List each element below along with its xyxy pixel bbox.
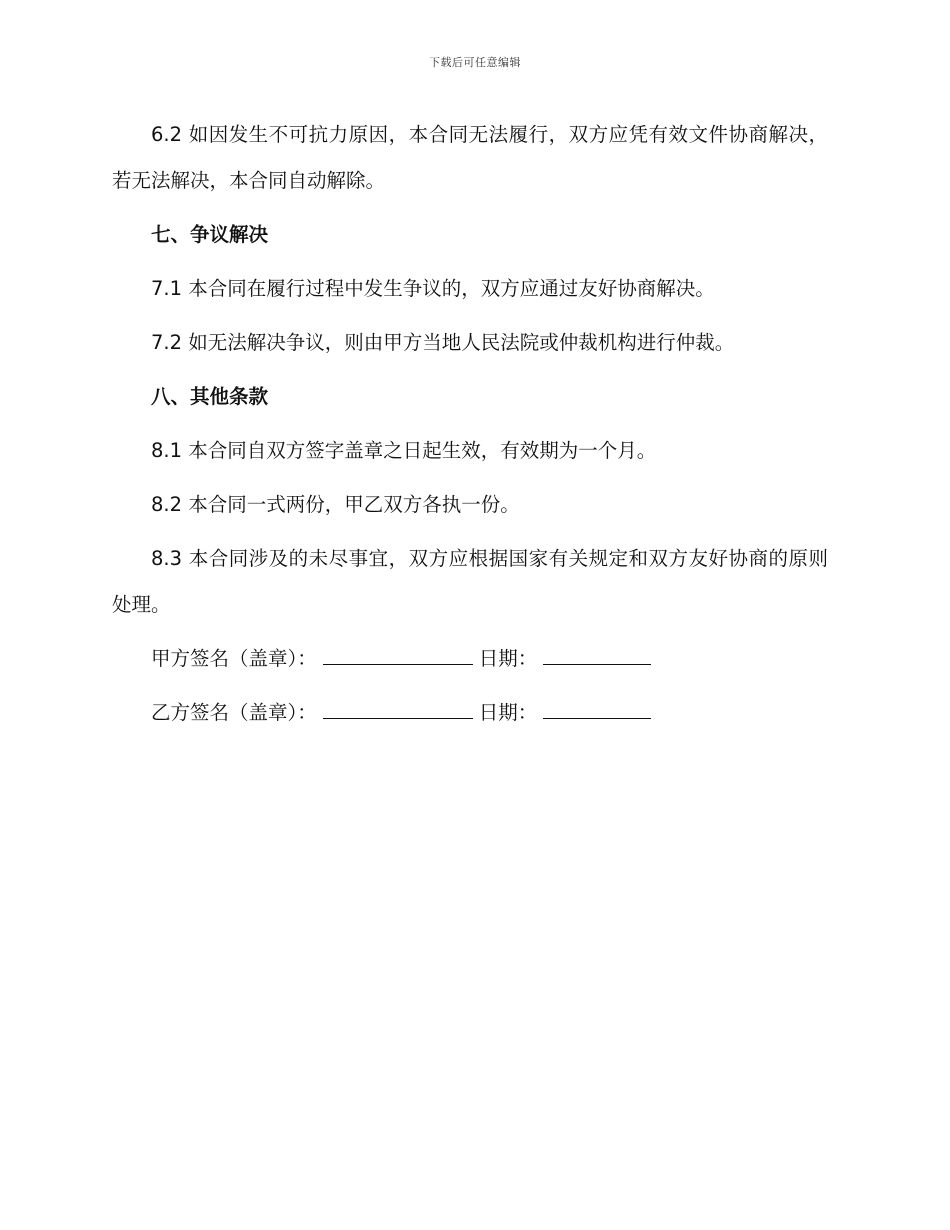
- party-a-date-blank: [543, 642, 651, 665]
- clause-8-1: 8.1 本合同自双方签字盖章之日起生效，有效期为一个月。: [151, 439, 657, 462]
- document-body: [112, 112, 828, 744]
- clause-8-2: 8.2 本合同一式两份，甲乙双方各执一份。: [151, 493, 520, 516]
- party-a-date-label: 日期：: [478, 647, 538, 670]
- party-a-signature-label: 甲方签名（盖章）：: [151, 647, 317, 670]
- signature-row-party-a: [112, 636, 828, 682]
- page-header: 下载后可任意编辑: [429, 56, 521, 69]
- section-heading-dispute: 七、争议解决: [151, 223, 269, 246]
- clause-7-2: 7.2 如无法解决争议，则由甲方当地人民法院或仲裁机构进行仲裁。: [151, 331, 735, 354]
- clause-8-3: 8.3 本合同涉及的未尽事宜，双方应根据国家有关规定和双方友好协商的原则处理。: [112, 547, 828, 616]
- party-b-signature-blank: [323, 696, 473, 719]
- party-b-date-label: 日期：: [478, 701, 538, 724]
- party-b-date-blank: [543, 696, 651, 719]
- party-a-signature-blank: [323, 642, 473, 665]
- signature-row-party-b: [112, 690, 828, 736]
- party-b-signature-label: 乙方签名（盖章）：: [151, 701, 317, 724]
- section-heading-other-terms: 八、其他条款: [151, 385, 269, 408]
- clause-6-2: 6.2 如因发生不可抗力原因，本合同无法履行，双方应凭有效文件协商解决，若无法解决，本合同自动解除。: [112, 123, 828, 192]
- clause-7-1: 7.1 本合同在履行过程中发生争议的，双方应通过友好协商解决。: [151, 277, 715, 300]
